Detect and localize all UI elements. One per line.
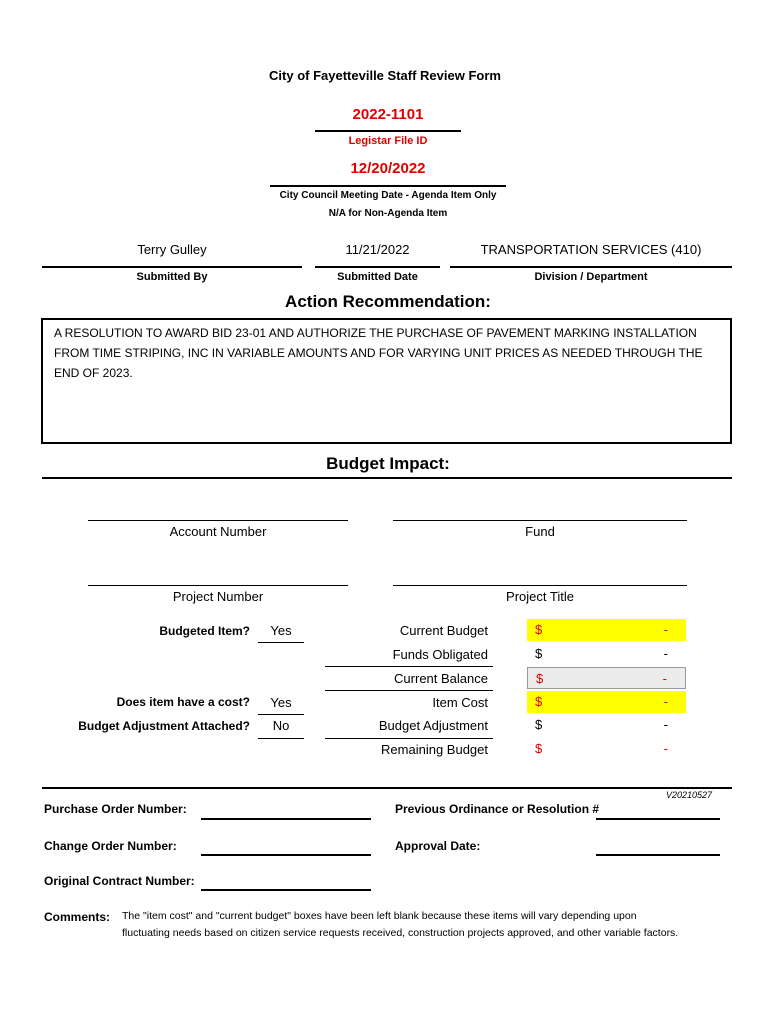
funds-obligated-currency: $: [535, 646, 543, 661]
account-number-label: Account Number: [169, 524, 267, 539]
item-cost-currency: $: [535, 694, 543, 709]
current-budget-cell: [527, 619, 686, 641]
has-cost-label: Does item have a cost?: [116, 695, 250, 709]
current-balance-underline: [325, 690, 493, 691]
action-text: A RESOLUTION TO AWARD BID 23-01 AND AUTHORIZE THE PURCHASE OF PAVEMENT MARKING INSTALLATION FROM TIME STRIPING, INC IN VARIABLE AMOUNTS AND FOR VARYING UNIT PRICES AS NEEDED THROUGH THE END OF 2023.: [54, 326, 703, 380]
previous-ordinance-field[interactable]: [596, 818, 720, 820]
current-balance-value: -: [662, 671, 667, 686]
current-budget-label: Current Budget: [399, 623, 488, 638]
action-box: [41, 318, 732, 444]
meeting-date-underline: [270, 185, 506, 187]
project-number-label: Project Number: [172, 589, 264, 604]
remaining-budget-value: -: [663, 741, 668, 756]
footer-divider: [42, 787, 732, 789]
funds-obligated-cell: [527, 643, 686, 665]
budget-heading: Budget Impact:: [326, 454, 450, 473]
budget-adjustment-currency: $: [535, 717, 543, 732]
account-number-line: [88, 520, 348, 521]
remaining-budget-currency: $: [535, 741, 543, 756]
approval-date-label: Approval Date:: [395, 839, 481, 853]
funds-obligated-underline: [325, 666, 493, 667]
budgeted-item-underline: [258, 642, 304, 643]
file-id-underline: [315, 130, 461, 132]
approval-date-field[interactable]: [596, 854, 720, 856]
current-balance-cell: [527, 667, 686, 689]
has-cost-value: Yes: [270, 695, 292, 710]
budget-adjustment-value: -: [663, 717, 668, 732]
project-number-line: [88, 585, 348, 586]
adjustment-attached-underline: [258, 738, 304, 739]
purchase-order-field[interactable]: [201, 818, 371, 820]
change-order-label: Change Order Number:: [44, 839, 177, 853]
meeting-date-label: City Council Meeting Date - Agenda Item Only: [279, 190, 497, 201]
item-cost-cell: [527, 691, 686, 713]
comments-label: Comments:: [44, 910, 111, 924]
has-cost-underline: [258, 714, 304, 715]
submitted-by-underline: [42, 266, 302, 268]
item-cost-value: -: [663, 694, 668, 709]
remaining-budget-cell: [527, 738, 686, 760]
submitted-date-underline: [315, 266, 440, 268]
previous-ordinance-label: Previous Ordinance or Resolution #: [395, 802, 600, 816]
project-title-label: Project Title: [506, 589, 574, 604]
budget-divider: [42, 477, 732, 479]
fund-line: [393, 520, 687, 521]
division-underline: [450, 266, 732, 268]
submitted-by-label: Submitted By: [136, 271, 208, 283]
current-budget-currency: $: [535, 622, 543, 637]
meeting-date: 12/20/2022: [350, 160, 426, 177]
budgeted-item-value: Yes: [270, 623, 292, 638]
meeting-date-note: N/A for Non-Agenda Item: [328, 208, 448, 219]
division-label: Division / Department: [534, 271, 648, 283]
current-balance-currency: $: [536, 671, 544, 686]
project-title-line: [393, 585, 687, 586]
action-heading: Action Recommendation:: [285, 292, 491, 311]
budget-adjustment-underline: [325, 738, 493, 739]
remaining-budget-label: Remaining Budget: [381, 742, 488, 757]
funds-obligated-value: -: [663, 646, 668, 661]
version-label: V20210527: [665, 790, 712, 800]
division: TRANSPORTATION SERVICES (410): [480, 242, 702, 257]
submitted-date: 11/21/2022: [345, 242, 410, 257]
funds-obligated-label: Funds Obligated: [392, 647, 488, 662]
original-contract-label: Original Contract Number:: [44, 874, 195, 888]
current-balance-label: Current Balance: [394, 671, 488, 686]
file-id-label: Legistar File ID: [348, 135, 428, 147]
current-budget-value: -: [663, 622, 668, 637]
budget-adjustment-label: Budget Adjustment: [378, 718, 488, 733]
original-contract-field[interactable]: [201, 889, 371, 891]
submitted-date-label: Submitted Date: [337, 271, 418, 283]
budget-adjustment-cell: [527, 714, 686, 736]
purchase-order-label: Purchase Order Number:: [44, 802, 187, 816]
file-id: 2022-1101: [352, 106, 424, 123]
form-title: City of Fayetteville Staff Review Form: [269, 68, 501, 83]
fund-label: Fund: [525, 524, 555, 539]
submitted-by: Terry Gulley: [137, 242, 207, 257]
adjustment-attached-label: Budget Adjustment Attached?: [78, 719, 250, 733]
adjustment-attached-value: No: [272, 718, 290, 733]
budgeted-item-label: Budgeted Item?: [159, 624, 250, 638]
comments-text: The "item cost" and "current budget" boxes have been left blank because these items will vary depending upon fluctuating needs based on citizen service requests received, construction projects approved, and other variable factors.: [122, 910, 679, 939]
item-cost-label: Item Cost: [432, 695, 488, 710]
change-order-field[interactable]: [201, 854, 371, 856]
